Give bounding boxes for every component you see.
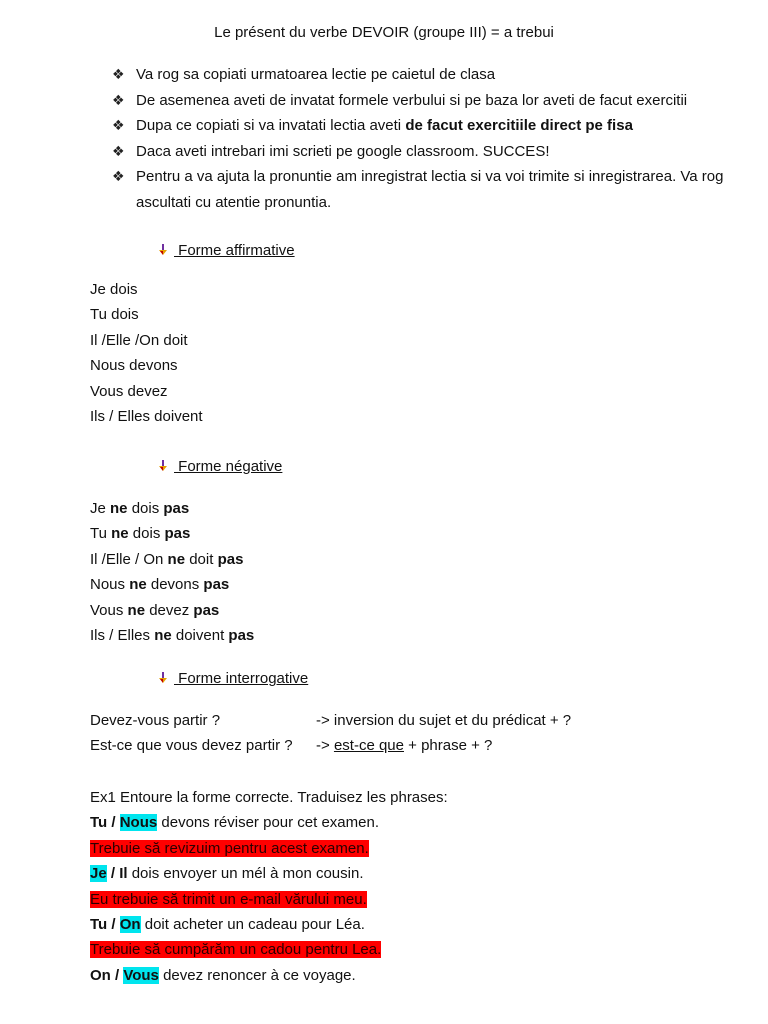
conjugation-line: Il /Elle /On doit xyxy=(90,331,188,349)
exercise-title: Ex1 Entoure la forme correcte. Traduisez les phrases: xyxy=(90,789,448,806)
interrogative-row: Devez-vous partir ? -> inversion du sujet et du prédicat + ? xyxy=(90,712,572,729)
conjugation-line: Je dois xyxy=(90,281,138,298)
heading-affirmative: Forme affirmative xyxy=(156,242,295,259)
conjugation-line: Nous devons xyxy=(90,357,178,375)
conjugation-line: Ils / Elles ne doivent pas xyxy=(90,627,255,645)
instructions-list xyxy=(112,62,752,215)
instruction-item: ❖ Va rog sa copiati urmatoarea lectie pe caietul de clasa xyxy=(112,62,752,88)
instruction-item: ❖ De asemenea aveti de invatat formele verbului si pe baza lor aveti de facut exercitii xyxy=(112,88,752,114)
conjugation-line: Je ne dois pas xyxy=(90,500,190,517)
diamond-bullet-icon: ❖ xyxy=(112,168,125,184)
conjugation-line: Ils / Elles doivent xyxy=(90,408,203,426)
exercise-translation: Trebuie să revizuim pentru acest examen. xyxy=(90,839,369,857)
arrow-down-icon xyxy=(156,459,170,473)
conjugation-line: Il /Elle / On ne doit pas xyxy=(90,550,244,568)
exercise-item: On / Vous devez renoncer à ce voyage. xyxy=(90,966,356,984)
interrogative-examples xyxy=(90,708,690,759)
conjugation-line: Tu dois xyxy=(90,306,139,324)
negative-conjugation xyxy=(90,496,254,648)
affirmative-conjugation xyxy=(90,277,203,429)
exercise-item: Tu / Nous devons réviser pour cet examen. xyxy=(90,814,379,832)
exercise-translation: Trebuie să cumpărăm un cadou pentru Lea. xyxy=(90,941,382,959)
arrow-down-icon xyxy=(156,243,170,257)
heading-negative: Forme négative xyxy=(156,458,282,475)
interrogative-row: Est-ce que vous devez partir ? -> est-ce que + phrase + ? xyxy=(90,737,493,755)
diamond-bullet-icon: ❖ xyxy=(112,91,125,108)
exercise-item: Je / Il dois envoyer un mél à mon cousin. xyxy=(90,865,364,883)
page-title: Le présent du verbe DEVOIR (groupe III) = a trebui xyxy=(214,24,554,41)
instruction-item: ❖ Pentru a va ajuta la pronuntie am inregistrat lectia si va voi trimite si inregistrarea. Va rog ascultati cu atentie pronuntia. xyxy=(112,164,752,215)
conjugation-line: Nous ne devons pas xyxy=(90,576,230,594)
heading-interrogative: Forme interrogative xyxy=(156,670,308,687)
conjugation-line: Tu ne dois pas xyxy=(90,525,191,543)
instruction-item: ❖ Dupa ce copiati si va invatati lectia aveti de facut exercitiile direct pe fisa xyxy=(112,113,752,139)
exercise-item: Tu / On doit acheter un cadeau pour Léa. xyxy=(90,916,365,934)
arrow-down-icon xyxy=(156,671,170,685)
exercise-translation: Eu trebuie să trimit un e-mail vărului meu. xyxy=(90,890,367,908)
diamond-bullet-icon: ❖ xyxy=(112,66,125,82)
instruction-item: ❖ Daca aveti intrebari imi scrieti pe google classroom. SUCCES! xyxy=(112,139,752,165)
conjugation-line: Vous devez xyxy=(90,382,168,400)
conjugation-line: Vous ne devez pas xyxy=(90,601,220,619)
diamond-bullet-icon: ❖ xyxy=(112,117,125,133)
diamond-bullet-icon: ❖ xyxy=(112,142,125,159)
exercise-block xyxy=(90,785,448,988)
